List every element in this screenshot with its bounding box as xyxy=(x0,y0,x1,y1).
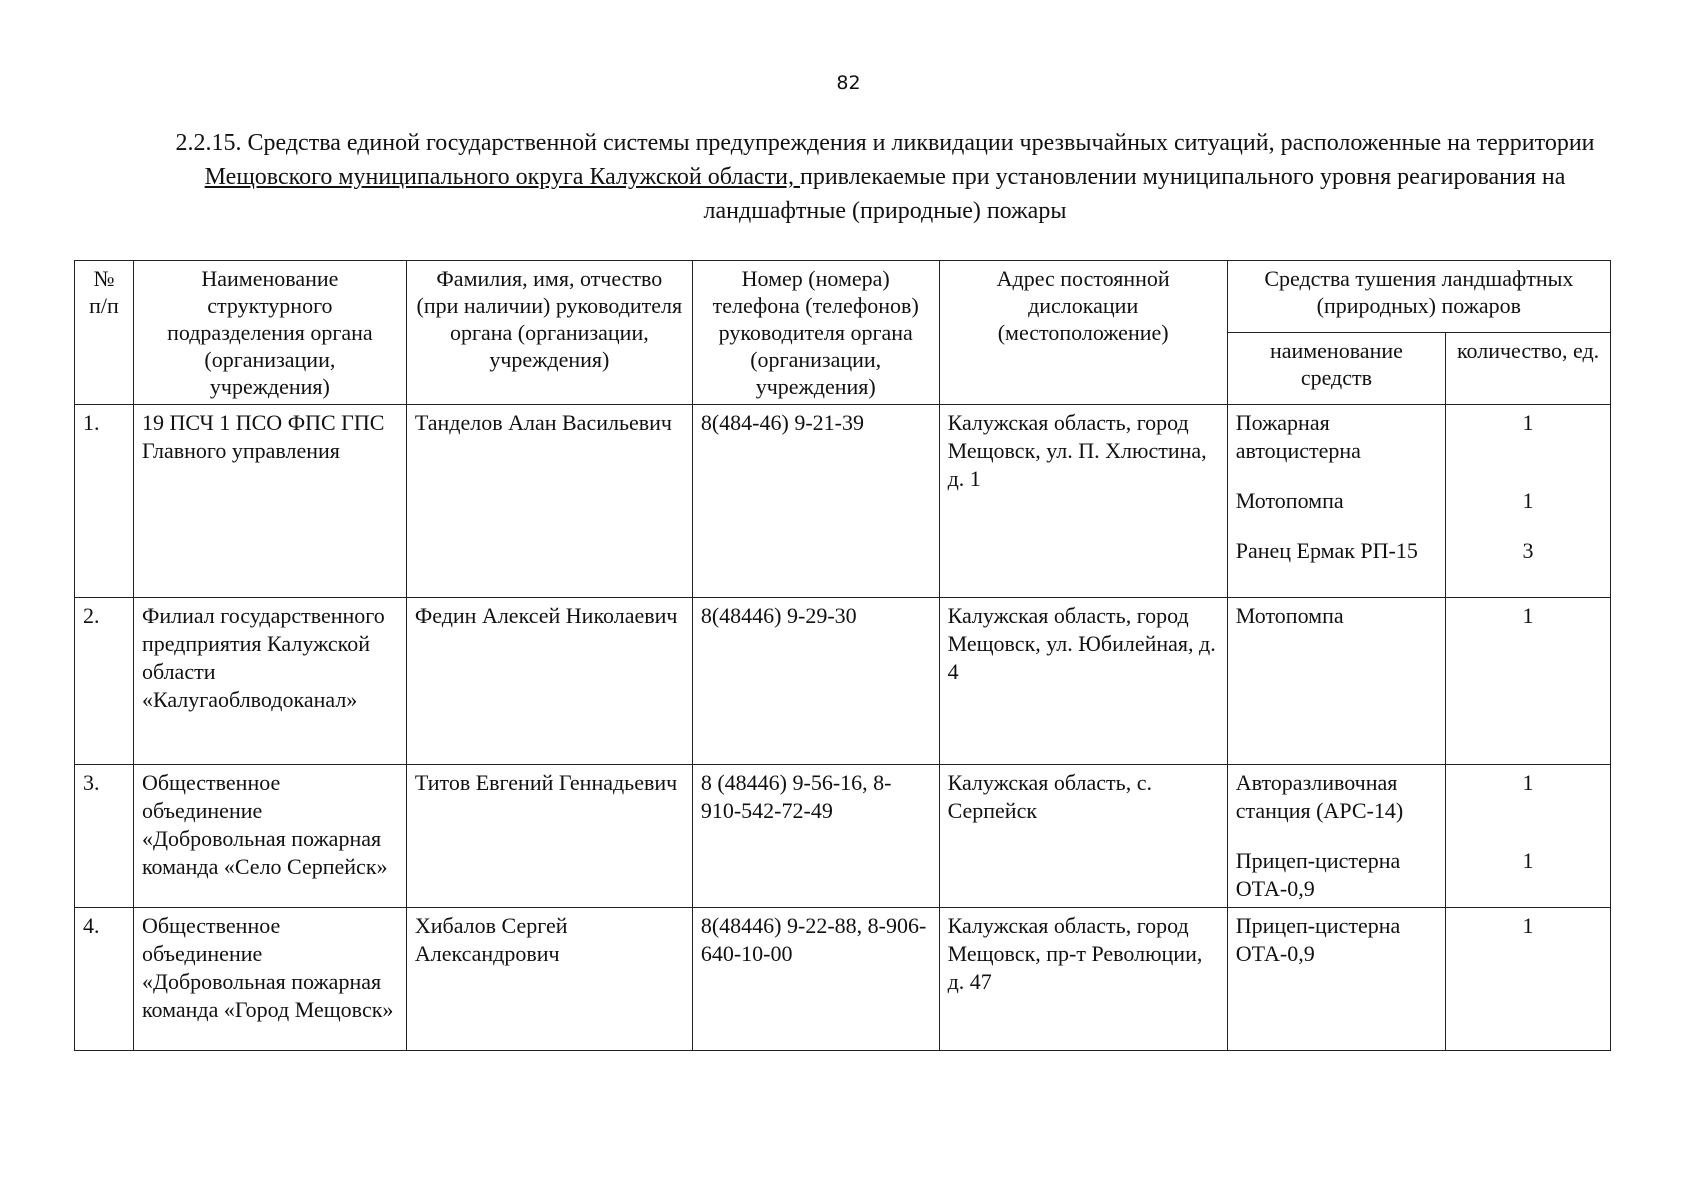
cell-means-qtys xyxy=(1446,765,1611,908)
header-means-group: Средства тушения ландшафтных (природных) пожаров xyxy=(1227,261,1610,333)
cell-means-names xyxy=(1227,598,1445,765)
cell-means-qtys xyxy=(1446,405,1611,598)
means-qty: 1 xyxy=(1522,913,1534,938)
table-row xyxy=(75,765,1611,908)
cell-means-qtys xyxy=(1446,598,1611,765)
cell-num: 4. xyxy=(75,908,134,1051)
table-row xyxy=(75,598,1611,765)
means-name: Ранец Ермак РП-15 xyxy=(1235,538,1418,563)
means-name: Пожарная автоцистерна xyxy=(1235,410,1361,463)
means-qty: 1 xyxy=(1522,603,1534,628)
header-means-name: наименование средств xyxy=(1227,333,1445,405)
cell-organization: Общественное объединение «Добровольная пожарная команда «Село Серпейск» xyxy=(133,765,406,908)
page-number: 82 xyxy=(836,72,861,94)
means-qty: 1 xyxy=(1522,410,1534,435)
cell-organization: Общественное объединение «Добровольная пожарная команда «Город Мещовск» xyxy=(133,908,406,1051)
cell-address: Калужская область, город Мещовск, пр-т Революции, д. 47 xyxy=(939,908,1227,1051)
cell-means-names xyxy=(1227,405,1445,598)
table-header xyxy=(75,261,1611,405)
cell-address: Калужская область, с. Серпейск xyxy=(939,765,1227,908)
title-underlined-territory: Мещовского муниципального округа Калужской области, xyxy=(204,164,800,190)
table-row xyxy=(75,908,1611,1051)
cell-head-name: Танделов Алан Васильевич xyxy=(406,405,692,598)
header-address: Адрес постоянной дислокации (местоположение) xyxy=(939,261,1227,405)
cell-phone: 8(484-46) 9-21-39 xyxy=(692,405,939,598)
cell-phone: 8(48446) 9-22-88, 8-906-640-10-00 xyxy=(692,908,939,1051)
cell-means-qtys xyxy=(1446,908,1611,1051)
document-title xyxy=(150,126,1620,228)
title-part-1: 2.2.15. Средства единой государственной системы предупреждения и ликвидации чрезвычайных ситуаций, расположенные на территории xyxy=(175,130,1595,156)
means-name: Прицеп-цистерна ОТА-0,9 xyxy=(1235,848,1401,901)
cell-head-name: Федин Алексей Николаевич xyxy=(406,598,692,765)
cell-num: 2. xyxy=(75,598,134,765)
table-row xyxy=(75,405,1611,598)
cell-means-names xyxy=(1227,765,1445,908)
header-organization: Наименование структурного подразделения органа (организации, учреждения) xyxy=(133,261,406,405)
cell-address: Калужская область, город Мещовск, ул. Юбилейная, д. 4 xyxy=(939,598,1227,765)
means-name: Мотопомпа xyxy=(1235,603,1344,628)
means-qty: 1 xyxy=(1522,488,1534,513)
cell-phone: 8(48446) 9-29-30 xyxy=(692,598,939,765)
means-name: Прицеп-цистерна ОТА-0,9 xyxy=(1235,913,1401,966)
means-name: Авторазливочная станция (АРС-14) xyxy=(1235,770,1404,823)
header-means-qty: количество, ед. xyxy=(1446,333,1611,405)
cell-means-names xyxy=(1227,908,1445,1051)
cell-num: 3. xyxy=(75,765,134,908)
means-qty: 1 xyxy=(1522,770,1534,795)
means-qty: 3 xyxy=(1522,538,1534,563)
cell-num: 1. xyxy=(75,405,134,598)
cell-head-name: Титов Евгений Геннадьевич xyxy=(406,765,692,908)
means-name: Мотопомпа xyxy=(1235,488,1344,513)
header-head-name: Фамилия, имя, отчество (при наличии) руководителя органа (организации, учреждения) xyxy=(406,261,692,405)
cell-organization: Филиал государственного предприятия Калужской области «Калугаоблводоканал» xyxy=(133,598,406,765)
header-num: № п/п xyxy=(75,261,134,405)
cell-address: Калужская область, город Мещовск, ул. П. Хлюстина, д. 1 xyxy=(939,405,1227,598)
title-part-2: привлекаемые при установлении муниципального уровня реагирования на ландшафтные (природные) пожары xyxy=(703,164,1566,224)
means-qty: 1 xyxy=(1522,848,1534,873)
cell-head-name: Хибалов Сергей Александрович xyxy=(406,908,692,1051)
cell-organization: 19 ПСЧ 1 ПСО ФПС ГПС Главного управления xyxy=(133,405,406,598)
cell-phone: 8 (48446) 9-56-16, 8-910-542-72-49 xyxy=(692,765,939,908)
resources-table xyxy=(74,260,1611,1051)
header-phone: Номер (номера) телефона (телефонов) руководителя органа (организации, учреждения) xyxy=(692,261,939,405)
